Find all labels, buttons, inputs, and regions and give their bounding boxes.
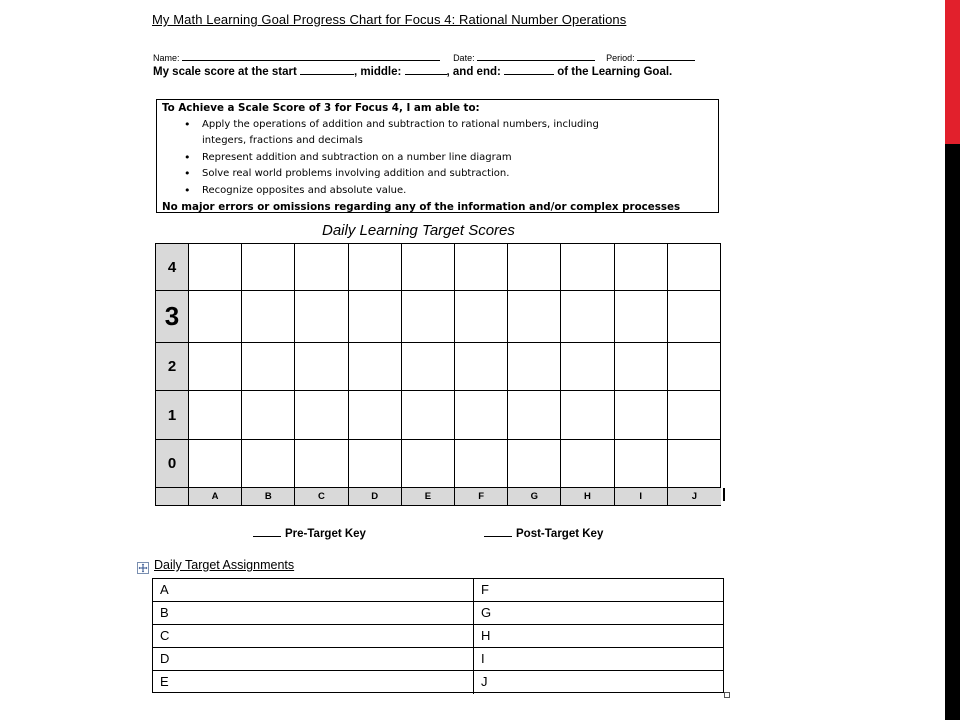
scale-score-line [153,65,672,78]
pre-target-key-blank[interactable] [253,527,281,537]
score-cell[interactable] [615,440,668,488]
goal-heading: To Achieve a Scale Score of 3 for Focus 4, I am able to: [162,102,480,114]
score-col-label: A [189,488,242,505]
assignment-row [153,602,723,625]
score-cell[interactable] [295,291,348,343]
pre-target-key [253,527,366,540]
post-target-key [484,527,603,540]
scale-end-label: , and end: [446,66,501,78]
assignments-table [152,578,724,693]
score-col-label: I [615,488,668,505]
date-label: Date: [453,53,475,63]
post-target-key-label: Post-Target Key [516,528,604,540]
date-field[interactable] [477,52,595,61]
score-cell[interactable] [455,343,508,391]
student-info-line [153,52,695,63]
score-cell[interactable] [402,244,455,291]
score-cell[interactable] [242,343,295,391]
assignment-cell[interactable]: D [153,648,474,670]
score-col-label: D [349,488,402,505]
score-cell[interactable] [455,244,508,291]
assignment-cell[interactable]: E [153,671,474,694]
name-field[interactable] [182,52,440,61]
score-col-label: G [508,488,561,505]
score-col-label: E [402,488,455,505]
post-target-key-blank[interactable] [484,527,512,537]
score-cell[interactable] [349,244,402,291]
assignment-cell[interactable]: B [153,602,474,624]
score-cell[interactable] [189,244,242,291]
score-cell[interactable] [615,244,668,291]
pre-target-key-label: Pre-Target Key [285,528,366,540]
score-cell[interactable] [295,343,348,391]
score-cell[interactable] [349,291,402,343]
goal-list [162,117,718,200]
score-col-label: C [295,488,348,505]
assignment-cell[interactable]: C [153,625,474,647]
accent-bar-red [945,0,960,144]
score-cell[interactable] [295,440,348,488]
score-cell[interactable] [668,291,721,343]
score-row-label: 1 [156,391,189,440]
score-cell[interactable] [189,391,242,440]
grid-corner-cell [156,488,189,505]
assignment-cell[interactable]: A [153,579,474,601]
assignment-cell[interactable]: J [481,674,488,689]
period-field[interactable] [637,52,695,61]
score-col-label: H [561,488,614,505]
score-cell[interactable] [349,391,402,440]
assignments-title: Daily Target Assignments [154,558,295,572]
score-col-label: B [242,488,295,505]
scale-start-label: My scale score at the start [153,66,297,78]
score-cell[interactable] [189,291,242,343]
score-cell[interactable] [455,391,508,440]
assignment-cell[interactable]: F [481,582,489,597]
score-cell[interactable] [615,291,668,343]
score-cell[interactable] [402,391,455,440]
text-cursor [723,488,725,501]
score-cell[interactable] [349,343,402,391]
score-cell[interactable] [455,440,508,488]
goal-item: • Solve real world problems involving addition and subtraction. [184,166,718,183]
score-col-label: F [455,488,508,505]
score-cell[interactable] [242,440,295,488]
score-cell[interactable] [668,440,721,488]
score-cell[interactable] [508,291,561,343]
score-cell[interactable] [508,440,561,488]
assignment-cell[interactable]: H [481,628,491,643]
score-cell[interactable] [561,440,614,488]
goal-item: • Recognize opposites and absolute value. [184,183,718,200]
score-cell[interactable] [615,391,668,440]
score-cell[interactable] [508,244,561,291]
scale-middle-field[interactable] [405,65,447,75]
score-cell[interactable] [402,440,455,488]
score-cell[interactable] [349,440,402,488]
assignment-cell[interactable]: G [481,605,492,620]
scores-grid-title: Daily Learning Target Scores [322,222,515,239]
goal-item: • Apply the operations of addition and subtraction to rational numbers, including integers, fractions and decimals [184,117,718,150]
score-cell[interactable] [295,244,348,291]
assignment-cell[interactable]: I [481,651,485,666]
goal-footer: No major errors or omissions regarding any of the information and/or complex processes [162,201,681,213]
name-label: Name: [153,53,180,63]
assignment-row [153,625,723,648]
table-move-handle-icon[interactable] [137,562,149,574]
period-label: Period: [606,53,635,63]
score-cell[interactable] [668,391,721,440]
scale-tail-label: of the Learning Goal. [557,66,673,78]
scale-end-field[interactable] [504,65,554,75]
score-cell[interactable] [561,391,614,440]
score-cell[interactable] [615,343,668,391]
score-cell[interactable] [455,291,508,343]
score-cell[interactable] [561,343,614,391]
score-row-label: 3 [156,291,189,343]
scale-middle-label: , middle: [354,66,402,78]
score-cell[interactable] [561,244,614,291]
page-title: My Math Learning Goal Progress Chart for Focus 4: Rational Number Operations [152,12,627,27]
score-cell[interactable] [189,343,242,391]
score-cell[interactable] [402,291,455,343]
score-cell[interactable] [508,343,561,391]
score-cell[interactable] [242,291,295,343]
score-row-label: 2 [156,343,189,391]
score-cell[interactable] [295,391,348,440]
score-col-label: J [668,488,721,505]
score-cell[interactable] [402,343,455,391]
scale-start-field[interactable] [300,65,354,75]
score-cell[interactable] [242,391,295,440]
scores-grid [155,243,721,506]
goal-item: • Represent addition and subtraction on a number line diagram [184,150,718,167]
learning-goal-box [156,99,719,213]
score-cell[interactable] [508,391,561,440]
score-cell[interactable] [189,440,242,488]
score-cell[interactable] [561,291,614,343]
table-resize-handle-icon[interactable] [724,692,730,698]
score-row-label: 0 [156,440,189,488]
assignment-row [153,579,723,602]
score-cell[interactable] [242,244,295,291]
assignment-row [153,648,723,671]
score-cell[interactable] [668,343,721,391]
score-row-label: 4 [156,244,189,291]
score-cell[interactable] [668,244,721,291]
accent-bar-black [945,144,960,720]
assignment-row [153,671,723,694]
